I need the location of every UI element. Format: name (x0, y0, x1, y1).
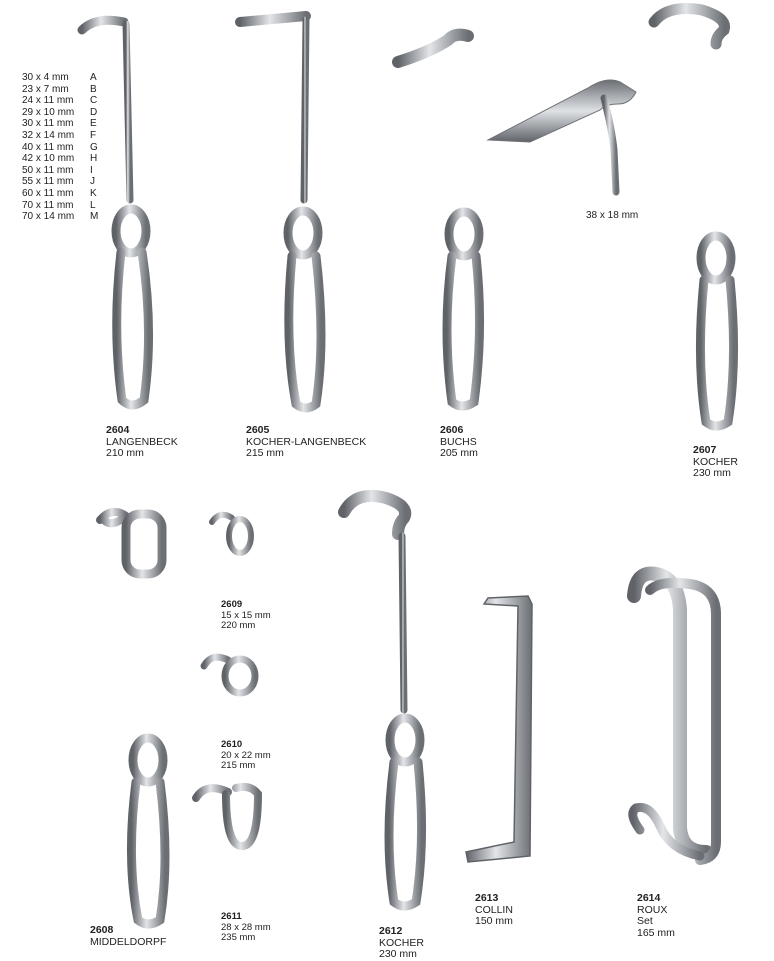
retractor-2607-image (654, 9, 734, 427)
product-number: 2608 (90, 924, 114, 936)
product-name: COLLIN (475, 903, 513, 916)
product-number: 2613 (475, 892, 499, 904)
size-row: 70 x 11 mm L (22, 199, 96, 211)
size-row: 50 x 11 mm I (22, 164, 93, 176)
product-number: 2604 (106, 424, 130, 436)
size-row: 42 x 10 mm H (22, 153, 98, 165)
retractor-2614-image (633, 573, 716, 860)
product-name: KOCHER-LANGENBECK (246, 435, 367, 448)
product-number: 2606 (440, 424, 464, 436)
product-label-2612 (379, 926, 424, 961)
retractor-2610-image (204, 657, 255, 734)
product-label-2608 (90, 925, 166, 948)
product-number: 2607 (693, 444, 717, 456)
product-name: KOCHER (693, 455, 738, 468)
size-row: 70 x 14 mm M (22, 211, 99, 223)
product-name: KOCHER (379, 936, 424, 949)
product-set: Set (637, 915, 653, 927)
retractor-2608-image (100, 512, 165, 924)
product-length: 230 mm (379, 948, 417, 960)
product-size: 20 x 22 mm (221, 749, 271, 761)
product-label-2604 (106, 425, 178, 460)
product-length: 150 mm (475, 915, 513, 927)
product-length: 210 mm (106, 447, 144, 459)
retractor-2605-image (240, 16, 321, 408)
product-length: 205 mm (440, 447, 478, 459)
product-number: 2614 (637, 892, 661, 904)
retractor-2611-image (196, 787, 258, 898)
product-label-2606 (440, 425, 478, 460)
product-label-2611 (221, 912, 271, 944)
product-label-2609 (221, 600, 271, 632)
size-row: 30 x 4 mm A (22, 72, 97, 83)
product-name: MIDDELDORPF (90, 935, 167, 948)
size-row: 60 x 11 mm K (22, 187, 97, 199)
product-length: 215 mm (246, 447, 284, 459)
retractor-2612-image (344, 496, 422, 906)
product-label-2614 (637, 893, 675, 939)
product-number: 2609 (221, 599, 243, 610)
size-row: 29 x 10 mm D (22, 106, 98, 118)
product-label-2610 (221, 740, 271, 772)
product-label-2613 (475, 893, 513, 928)
blade-detail-size: 38 x 18 mm (586, 210, 639, 221)
product-length: 235 mm (221, 932, 256, 943)
product-label-2605 (246, 425, 366, 460)
size-row: 24 x 11 mm C (22, 95, 98, 107)
product-name: BUCHS (440, 435, 477, 448)
size-row: 23 x 7 mm B (22, 83, 97, 95)
size-row: 32 x 14 mm F (22, 129, 97, 141)
product-length: 165 mm (637, 926, 675, 939)
size-row: 55 x 11 mm J (22, 176, 95, 188)
product-label-2607 (693, 445, 738, 480)
retractor-2609-image (212, 515, 251, 594)
product-name: ROUX (637, 903, 668, 916)
product-number: 2611 (221, 911, 242, 922)
product-size: 28 x 28 mm (221, 921, 271, 933)
product-number: 2610 (221, 739, 243, 750)
retractor-2613-image (466, 596, 532, 862)
size-row: 40 x 11 mm G (22, 141, 98, 153)
product-length: 230 mm (693, 467, 731, 479)
product-number: 2612 (379, 925, 403, 937)
blade-size-list (22, 72, 98, 223)
product-number: 2605 (246, 424, 270, 436)
blade-detail-image (488, 80, 636, 192)
retractor-2606-image (398, 35, 480, 406)
product-length: 220 mm (221, 620, 256, 631)
product-length: 215 mm (221, 760, 256, 771)
product-size: 15 x 15 mm (221, 609, 271, 621)
size-row: 30 x 11 mm E (22, 118, 97, 130)
product-name: LANGENBECK (106, 435, 178, 448)
